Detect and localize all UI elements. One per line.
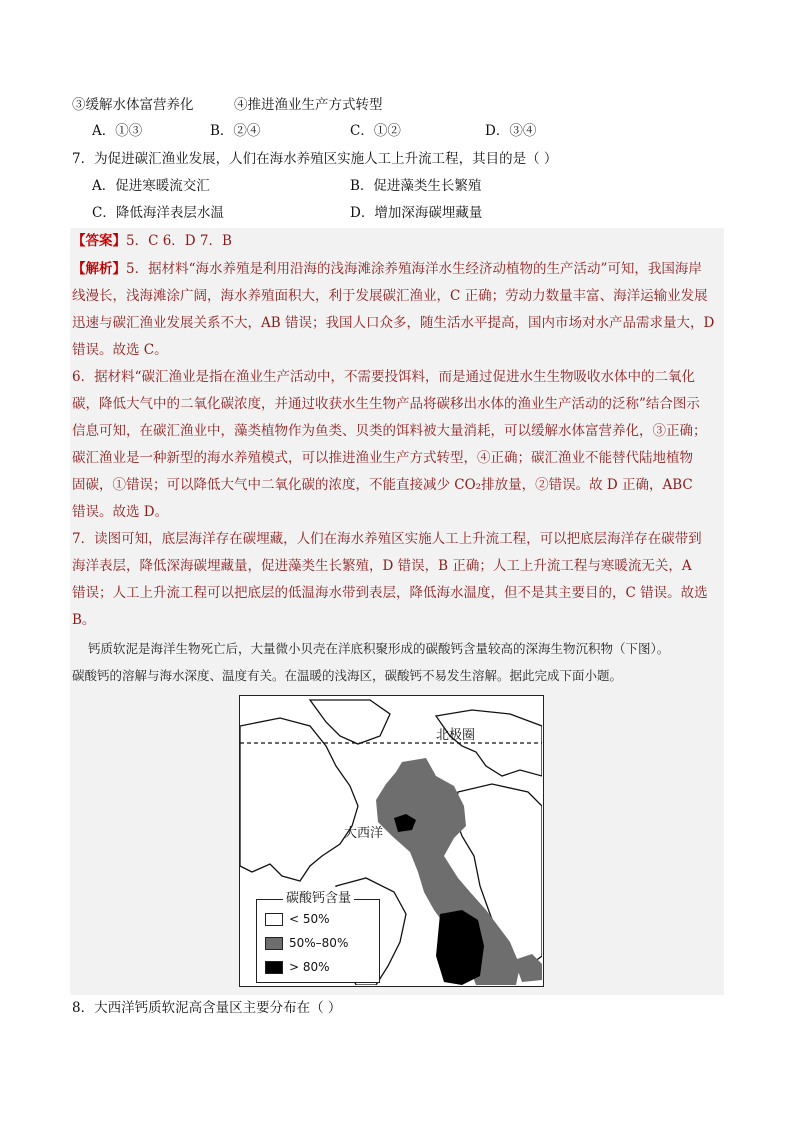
analysis-line-12: 海洋表层，降低深海碳埋藏量，促进藻类生长繁殖，D 错误，B 正确；人工上升流工程与寒暖流无关，A <box>72 558 692 574</box>
analysis-line-13: 错误；人工上升流工程可以把底层的低温海水带到表层，降低海水温度，但不是其主要目的，C 错误。故选 <box>72 585 708 601</box>
greenland-landmass <box>310 700 390 744</box>
q6-option-4: ④推进渔业生产方式转型 <box>234 97 383 113</box>
q7-choice-b: B．促进藻类生长繁殖 <box>350 178 482 194</box>
analysis-line-11: 7．读图可知，底层海洋存在碳埋藏，人们在海水养殖区实施人工上升流工程，可以把底层海洋存在碳带到 <box>72 531 702 547</box>
legend-swatch-mid <box>265 937 283 950</box>
q6-choice-d: D．③④ <box>485 123 537 139</box>
q7-choice-c: C．降低海洋表层水温 <box>92 205 224 221</box>
analysis-line-5: 6．据材料“碳汇渔业是指在渔业生产活动中，不需要投饵料，而是通过促进水生生物吸收水体中的二氧化 <box>72 369 695 385</box>
legend-row-low: < 50% <box>265 912 330 926</box>
q7-stem: 7．为促进碳汇渔业发展，人们在海水养殖区实施人工上升流工程，其目的是（ ） <box>72 151 558 167</box>
q6-choice-c: C．①② <box>350 123 401 139</box>
answer-line <box>72 232 232 250</box>
legend-swatch-high <box>265 961 283 974</box>
analysis-line-8: 碳汇渔业是一种新型的海水养殖模式，可以推进渔业生产方式转型，④正确；碳汇渔业不能替代陆地植物 <box>72 450 693 466</box>
analysis-line-14: B。 <box>72 612 96 628</box>
atlantic-label: 大西洋 <box>344 826 384 841</box>
legend-swatch-low <box>265 913 283 926</box>
q7-choice-d: D．增加深海碳埋藏量 <box>350 205 483 221</box>
analysis-line-1: 【解析】5．据材料“海水养殖是利用沿海的浅海滩涂养殖海洋水生经济动植物的生产活动”可知，我国海岸 <box>72 261 702 277</box>
q6-option-3: ③缓解水体富营养化 <box>72 97 194 113</box>
q7-choice-a: A．促进寒暖流交汇 <box>92 178 210 194</box>
atlantic-carbonate-map <box>239 695 544 987</box>
analysis-line-3: 迅速与碳汇渔业发展关系不大，AB 错误；我国人口众多，随生活水平提高，国内市场对水产品需求量大，D <box>72 315 715 331</box>
material-line-1: 钙质软泥是海洋生物死亡后，大量微小贝壳在洋底积聚形成的碳酸钙含量较高的深海生物沉积物（下图）。 <box>88 641 670 656</box>
legend-title: 碳酸钙含量 <box>283 887 354 906</box>
arctic-circle-label: 北极圈 <box>436 728 476 743</box>
q8-stem: 8．大西洋钙质软泥高含量区主要分布在（ ） <box>72 1000 342 1016</box>
q6-choice-a: A．①③ <box>92 123 143 139</box>
answer-tag: 【答案】 <box>72 233 126 249</box>
map-legend <box>256 891 380 983</box>
legend-row-mid: 50%–80% <box>265 936 348 950</box>
analysis-line-2: 线漫长，浅海滩涂广阔，海水养殖面积大，利于发展碳汇渔业，C 正确；劳动力数量丰富、海洋运输业发展 <box>72 288 708 304</box>
analysis-line-7: 信息可知，在碳汇渔业中，藻类植物作为鱼类、贝类的饵料被大量消耗，可以缓解水体富营养化，③正确； <box>72 423 707 439</box>
analysis-tag: 【解析】 <box>72 261 126 277</box>
analysis-line-4: 错误。故选 C。 <box>72 342 168 358</box>
analysis-line-9: 固碳，①错误；可以降低大气中二氧化碳的浓度，不能直接减少 CO₂排放量，②错误。故 D 正确，ABC <box>72 477 693 493</box>
analysis-line-6: 碳，降低大气中的二氧化碳浓度，并通过收获水生生物产品将碳移出水体的渔业生产活动的泛称”结合图示 <box>72 396 700 412</box>
legend-row-high: > 80% <box>265 960 330 974</box>
answer-text: 5．C 6．D 7．B <box>126 233 232 249</box>
carbonate-zone-over-80-south <box>436 910 484 985</box>
material-line-2: 碳酸钙的溶解与海水深度、温度有关。在温暖的浅海区，碳酸钙不易发生溶解。据此完成下面小题。 <box>72 668 623 683</box>
q6-choice-b: B．②④ <box>210 123 261 139</box>
analysis-line-10: 错误。故选 D。 <box>72 504 169 520</box>
